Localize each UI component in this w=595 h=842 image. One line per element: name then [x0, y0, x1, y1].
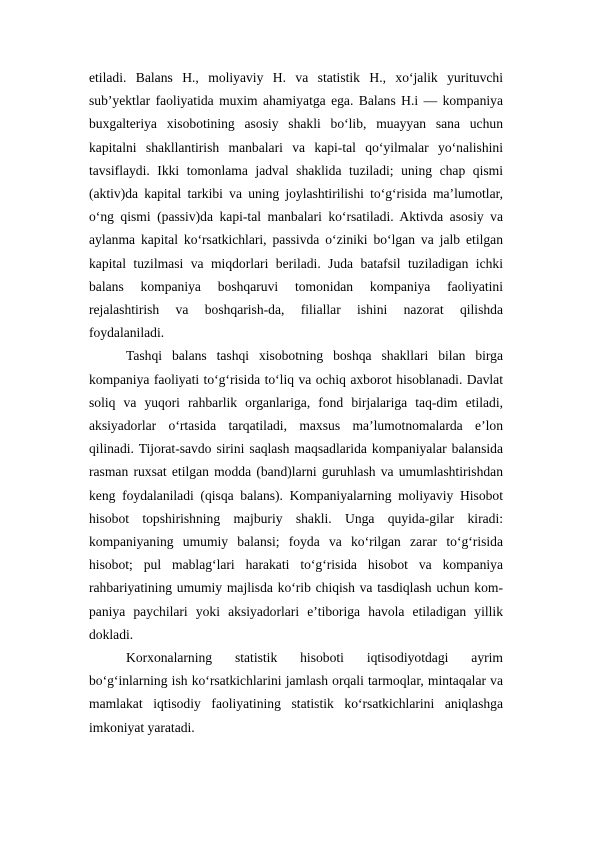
paragraph-balance-report: etiladi. Balans H., moliyaviy H. va statistik H., xoʻjalik yurituvchi subʼyektlar faoliyatida muxim ahamiyatga ega. Balans H.i — kompaniya buxgalteriya xisobotining asosiy shakli boʻlib, muayyan sana uchun kapitalni shakllantirish manbalari va kapi-tal qoʻyilmalar yoʻnalishini tavsiflaydi. Ikki tomonlama jadval shaklida tuziladi; uning chap qismi (aktiv)da kapital tarkibi va uning joylashtirilishi toʻgʻrisida maʼlumotlar, oʻng qismi (passiv)da kapi-tal manbalari koʻrsatiladi. Aktivda asosiy va aylanma kapital koʻrsatkichlari, passivda oʻziniki boʻlgan va jalb etilgan kapital tuzilmasi va miqdorlari beriladi. Juda batafsil tuziladigan ichki balans kompaniya boshqaruvi tomonidan kompaniya faoliyatini rejalashtirish va boshqarish-da, filiallar ishini nazorat qilishda foydalaniladi.	[89, 70, 503, 341]
document-body	[89, 66, 503, 739]
paragraph-external-balance: Tashqi balans tashqi xisobotning boshqa shakllari bilan birga kompaniya faoliyati toʻgʻrisida toʻliq va ochiq axborot hisoblanadi. Davlat soliq va yuqori rahbarlik organlariga, fond birjalariga taq-dim etiladi, aksiyadorlar oʻrtasida tarqatiladi, maxsus maʼlumotnomalarda eʼlon qilinadi. Tijorat-savdo sirini saqlash maqsadlarida kompaniyalar balansida rasman ruxsat etilgan modda (band)larni guruhlash va umumlashtirishdan keng foydalaniladi (qisqa balans). Kompaniyalarning moliyaviy Hisobot hisobot topshirishning majburiy shakli. Unga quyida-gilar kiradi: kompaniyaning umumiy balansi; foyda va koʻrilgan zarar toʻgʻrisida hisobot; pul mablagʻlari harakati toʻgʻrisida hisobot va kompaniya rahbariyatining umumiy majlisda koʻrib chiqish va tasdiqlash uchun kom-paniya paychilari yoki aksiyadorlari eʼtiboriga havola etiladigan yillik dokladi.	[89, 348, 503, 642]
paragraph-statistical-report: Korxonalarning statistik hisoboti iqtisodiyotdagi ayrim boʻgʻinlarning ish koʻrsatkichlarini jamlash orqali tarmoqlar, mintaqalar va mamlakat iqtisodiy faoliyatining statistik koʻrsatkichlarini aniqlashga imkoniyat yaratadi.	[89, 650, 503, 735]
